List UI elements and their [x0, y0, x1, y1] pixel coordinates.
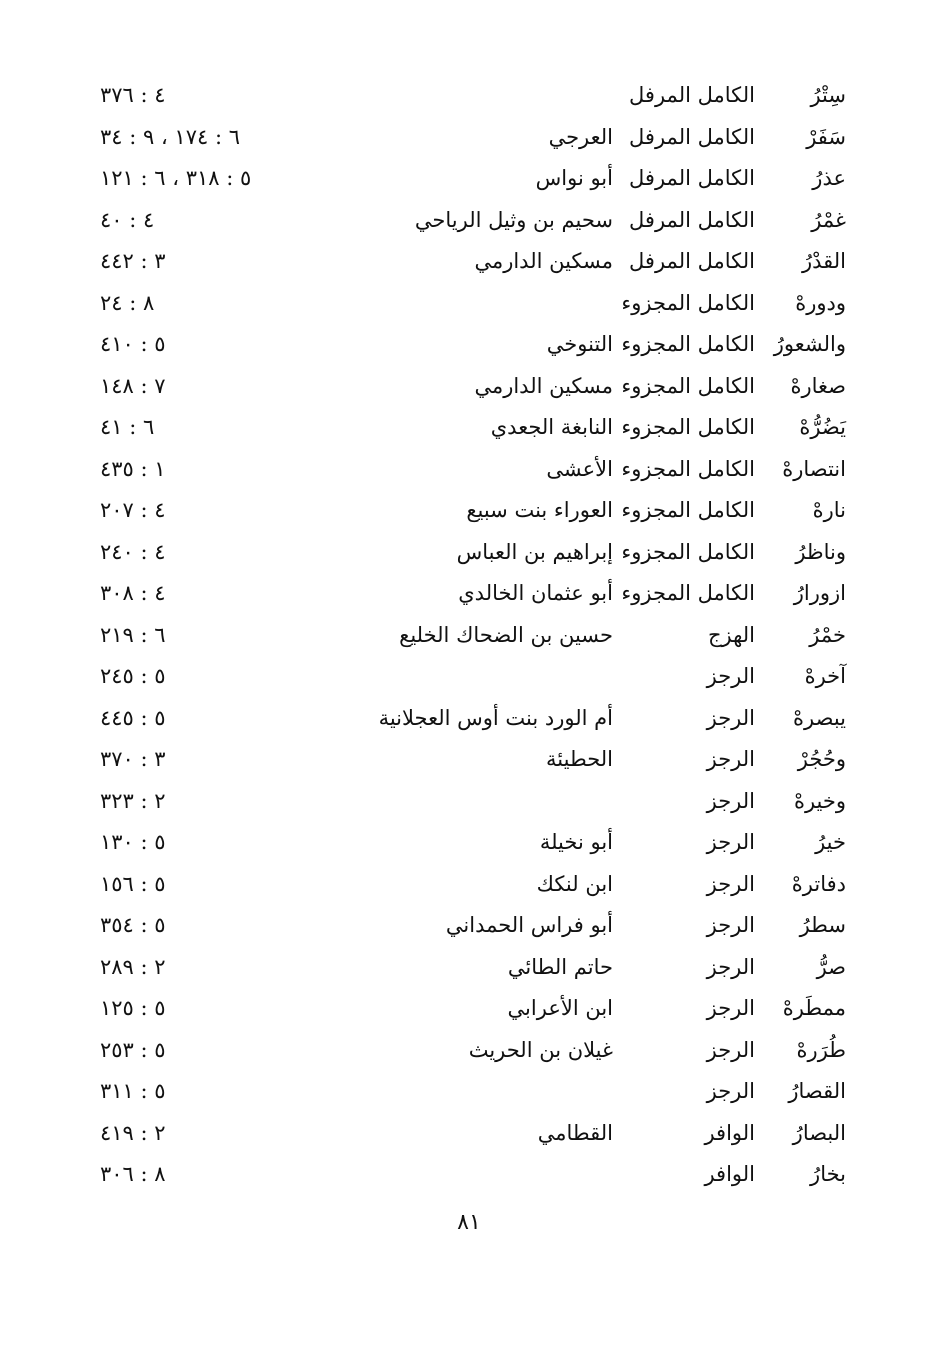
volume-page-ref: ٥ : ٣١١: [100, 1079, 166, 1103]
index-row: [0, 1113, 938, 1154]
rhyme-word: صغارهْ: [790, 373, 846, 398]
rhyme-word: والشعورُ: [773, 332, 846, 356]
meter-name: الرجز: [706, 1079, 755, 1103]
poet-name: القطامي: [537, 1120, 613, 1145]
meter-name: الكامل المجزوء: [621, 539, 755, 564]
meter-name: الرجز: [706, 954, 755, 979]
rhyme-word: دفاترهْ: [791, 871, 846, 896]
poet-name: العوراء بنت سبيع: [466, 498, 613, 522]
meter-name: الكامل المرفل: [629, 83, 755, 107]
volume-page-ref: ٤ : ٣٧٦: [100, 83, 166, 107]
poet-name: أبو نخيلة: [539, 830, 613, 854]
volume-page-ref: ٥ : ٣٥٤: [100, 913, 166, 937]
index-row: [0, 407, 938, 448]
poet-name: مسكين الدارمي: [474, 249, 613, 273]
index-row: [0, 75, 938, 116]
rhyme-word: صرُّ: [816, 954, 846, 979]
volume-page-ref: ٥ : ٤١٠: [100, 332, 166, 356]
poet-name: النابغة الجعدي: [490, 415, 613, 439]
poet-name: أم الورد بنت أوس العجلانية: [378, 705, 613, 730]
volume-page-ref: ٢ : ٣٢٣: [100, 788, 166, 813]
meter-name: الوافر: [704, 1162, 755, 1186]
poet-name: سحيم بن وثيل الرياحي: [414, 207, 613, 232]
meter-name: الكامل المجزوء: [621, 373, 755, 398]
volume-page-ref: ٥ : ١٣٠: [100, 830, 166, 854]
index-row: [0, 1154, 938, 1195]
meter-name: الرجز: [706, 788, 755, 813]
rhyme-word: وحُجُرْ: [797, 747, 846, 771]
meter-name: الرجز: [706, 996, 755, 1020]
volume-page-ref: ٨ : ٣٠٦: [100, 1162, 166, 1186]
rhyme-word: غمْرُ: [811, 207, 846, 232]
rhyme-word: عذرُ: [812, 166, 846, 190]
index-row: [0, 988, 938, 1029]
volume-page-ref: ٤ : ٢٠٧: [100, 498, 166, 522]
poet-name: غيلان بن الحريث: [468, 1037, 613, 1062]
rhyme-word: وناظرُ: [795, 539, 846, 564]
index-row: [0, 324, 938, 365]
poet-name: أبو فراس الحمداني: [445, 913, 613, 937]
volume-page-ref: ٥ : ١٢٥: [100, 996, 166, 1020]
meter-name: الكامل المرفل: [629, 166, 755, 190]
rhyme-word: طُرَرهْ: [796, 1037, 846, 1062]
index-row: [0, 200, 938, 241]
meter-name: الرجز: [706, 871, 755, 896]
meter-name: الكامل المجزوء: [621, 415, 755, 439]
meter-name: الرجز: [706, 705, 755, 730]
meter-name: الوافر: [704, 1120, 755, 1145]
index-row: [0, 781, 938, 822]
index-row: [0, 117, 938, 158]
rhyme-word: يبصرهْ: [793, 705, 846, 730]
poet-name: أبو نواس: [535, 166, 613, 190]
meter-name: الرجز: [706, 830, 755, 854]
poet-name: مسكين الدارمي: [474, 373, 613, 398]
meter-name: الكامل المجزوء: [621, 290, 755, 315]
index-row: [0, 656, 938, 697]
poet-name: حاتم الطائي: [507, 954, 613, 979]
rhyme-word: القصارُ: [788, 1079, 846, 1103]
poet-name: أبو عثمان الخالدي: [458, 581, 613, 605]
meter-name: الرجز: [706, 747, 755, 771]
poet-name: حسين بن الضحاك الخليع: [399, 622, 613, 647]
rhyme-word: نارهْ: [812, 498, 846, 522]
rhyme-word: يَضُرُّهْ: [799, 415, 846, 439]
volume-page-ref: ٦ : ١٧٤ ، ٩ : ٣٤: [100, 124, 240, 149]
index-row: [0, 947, 938, 988]
index-row: [0, 822, 938, 863]
volume-page-ref: ٥ : ٤٤٥: [100, 705, 166, 730]
rhyme-word: سِتْرُ: [810, 83, 846, 107]
volume-page-ref: ٦ : ٢١٩: [100, 622, 166, 647]
meter-name: الكامل المرفل: [629, 207, 755, 232]
index-row: [0, 532, 938, 573]
rhyme-word: خمْرُ: [809, 622, 846, 647]
meter-name: الرجز: [706, 913, 755, 937]
volume-page-ref: ٥ : ٢٤٥: [100, 664, 166, 688]
index-row: [0, 1071, 938, 1112]
rhyme-word: انتصارهْ: [782, 456, 846, 481]
rhyme-word: سطرُ: [799, 913, 846, 937]
page-number: ٨١: [457, 1210, 481, 1235]
index-row: [0, 241, 938, 282]
volume-page-ref: ٤ : ٤٠: [100, 207, 155, 232]
rhyme-word: القدْرُ: [801, 249, 846, 273]
index-row: [0, 615, 938, 656]
index-row: [0, 366, 938, 407]
poet-name: العرجي: [548, 124, 613, 149]
poet-name: ابن الأعرابي: [507, 996, 613, 1020]
poet-name: الحطيئة: [546, 747, 613, 771]
index-row: [0, 449, 938, 490]
index-row: [0, 905, 938, 946]
rhyme-word: ودورهْ: [795, 290, 846, 315]
meter-name: الكامل المرفل: [629, 124, 755, 149]
volume-page-ref: ٢ : ٤١٩: [100, 1120, 166, 1145]
meter-name: الرجز: [706, 1037, 755, 1062]
rhyme-word: سَفَرْ: [806, 124, 846, 149]
rhyme-word: وخيرهْ: [793, 788, 846, 813]
meter-name: الكامل المجزوء: [621, 332, 755, 356]
index-row: [0, 283, 938, 324]
meter-name: الكامل المجزوء: [621, 581, 755, 605]
volume-page-ref: ٥ : ٢٥٣: [100, 1037, 166, 1062]
rhyme-word: بخارُ: [810, 1162, 846, 1186]
index-row: [0, 739, 938, 780]
poet-name: ابن لنكك: [536, 871, 613, 896]
meter-name: الرجز: [706, 664, 755, 688]
volume-page-ref: ٤ : ٣٠٨: [100, 581, 166, 605]
meter-name: الكامل المجزوء: [621, 456, 755, 481]
rhyme-word: ممطَرهْ: [782, 996, 846, 1020]
poet-name: التنوخي: [546, 332, 613, 356]
volume-page-ref: ٤ : ٢٤٠: [100, 539, 166, 564]
volume-page-ref: ٨ : ٢٤: [100, 290, 155, 315]
index-row: [0, 698, 938, 739]
index-row: [0, 490, 938, 531]
volume-page-ref: ٣ : ٤٤٢: [100, 249, 166, 273]
volume-page-ref: ٦ : ٤١: [100, 415, 155, 439]
volume-page-ref: ٣ : ٣٧٠: [100, 747, 166, 771]
index-row: [0, 1030, 938, 1071]
meter-name: الكامل المرفل: [629, 249, 755, 273]
poet-name: إبراهيم بن العباس: [456, 539, 613, 564]
index-row: [0, 158, 938, 199]
meter-name: الهزج: [707, 622, 755, 647]
index-row: [0, 573, 938, 614]
rhyme-word: آخرهْ: [804, 664, 846, 688]
meter-name: الكامل المجزوء: [621, 498, 755, 522]
volume-page-ref: ٧ : ١٤٨: [100, 373, 166, 398]
volume-page-ref: ٢ : ٢٨٩: [100, 954, 166, 979]
index-row: [0, 864, 938, 905]
volume-page-ref: ٥ : ٣١٨ ، ٦ : ١٢١: [100, 166, 252, 190]
rhyme-word: خيرُ: [815, 830, 846, 854]
volume-page-ref: ١ : ٤٣٥: [100, 456, 166, 481]
rhyme-word: البصارُ: [792, 1120, 846, 1145]
volume-page-ref: ٥ : ١٥٦: [100, 871, 166, 896]
rhyme-word: ازورارُ: [793, 581, 846, 605]
poet-name: الأعشى: [546, 456, 613, 481]
